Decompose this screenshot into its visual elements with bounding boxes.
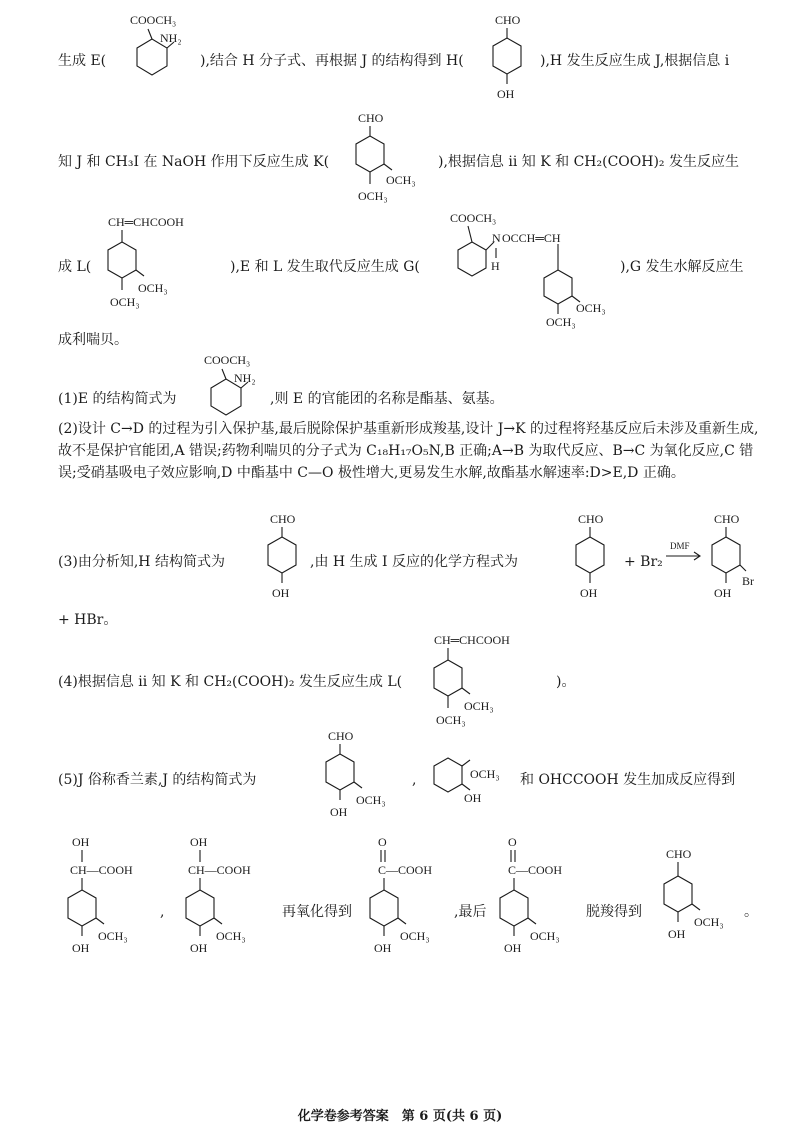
structure-keto-2 (492, 836, 602, 961)
text-q2: (2)设计 C→D 的过程为引入保护基,最后脱除保护基重新形成羧基,设计 J→K 的过程将羟基反应后未涉及重新生成,故不是保护官能团,A 错误;药物利喘贝的分子式为 C₁₈H₁₇O₅N,B 正确;A→B 为取代反应、B→C 为氧化反应,C 错误;受硝基吸电子效应影响,D 中酯基中 C—O 极性增大,更易发生水解,故酯基水解速率:D>E,D 正确。 (58, 421, 759, 481)
svg-text:OCH₃: OCH₃ (576, 301, 606, 315)
svg-text:OH: OH (580, 586, 598, 600)
svg-text:C—COOH: C—COOH (508, 863, 563, 877)
svg-text:CHO: CHO (358, 111, 384, 125)
svg-text:NH₂: NH₂ (234, 371, 256, 385)
structure-L-1 (100, 214, 230, 314)
text-q1-b: ,则 E 的官能团的名称是酯基、氨基。 (270, 391, 504, 407)
svg-text:OH: OH (330, 805, 348, 819)
svg-text:OCH₃: OCH₃ (98, 929, 128, 943)
text-line4: 成利喘贝。 (58, 332, 128, 348)
svg-text:Br: Br (742, 574, 754, 588)
svg-text:OCH₃: OCH₃ (694, 915, 724, 929)
text-q3-d: + HBr。 (58, 612, 118, 628)
svg-text:H: H (491, 259, 500, 273)
svg-text:OCH₃: OCH₃ (470, 767, 500, 781)
structure-K (348, 112, 438, 207)
text-q4-a: (4)根据信息 ⅱ 知 K 和 CH₂(COOH)₂ 发生反应生成 L( (58, 674, 403, 690)
svg-text:OH: OH (272, 586, 290, 600)
structure-E (112, 14, 202, 84)
svg-text:OH: OH (668, 927, 686, 941)
text-q1-a: (1)E 的结构简式为 (58, 391, 177, 407)
svg-text:OH: OH (714, 586, 732, 600)
svg-text:OH: OH (464, 791, 482, 805)
text-line3-a: 成 L( (58, 259, 92, 275)
text-line3-b: ),E 和 L 发生取代反应生成 G( (230, 259, 420, 275)
svg-text:DMF: DMF (670, 541, 690, 551)
svg-text:C—COOH: C—COOH (378, 863, 433, 877)
text-q5-a: (5)J 俗称香兰素,J 的结构简式为 (58, 772, 257, 788)
text-line1-a: 生成 E( (58, 53, 107, 69)
svg-text:CHO: CHO (578, 512, 604, 526)
text-q5-d: , (160, 904, 165, 920)
structure-adduct-1 (60, 836, 170, 961)
svg-text:OCH₃: OCH₃ (436, 713, 466, 727)
svg-text:CH—COOH: CH—COOH (188, 863, 251, 877)
structure-I (706, 513, 766, 608)
structure-H-1 (487, 14, 537, 109)
svg-text:OH: OH (72, 835, 90, 849)
svg-text:O: O (378, 835, 387, 849)
text-q5-c: 和 OHCCOOH 发生加成反应得到 (520, 772, 736, 788)
svg-text:CHO: CHO (328, 729, 354, 743)
text-q5-f: ,最后 (454, 904, 487, 920)
svg-text:COOCH₃: COOCH₃ (204, 353, 251, 367)
svg-text:N: N (492, 231, 501, 245)
svg-text:OH: OH (374, 941, 392, 955)
svg-text:COOCH₃: COOCH₃ (450, 211, 497, 225)
structure-E-q1 (186, 354, 276, 424)
structure-H-q3 (262, 513, 312, 608)
svg-text:CH═CHCOOH: CH═CHCOOH (108, 215, 184, 229)
structure-G (436, 210, 616, 328)
structure-vanillin (656, 848, 746, 958)
svg-text:OCH₃: OCH₃ (464, 699, 494, 713)
svg-text:OCH₃: OCH₃ (110, 295, 140, 309)
svg-text:CHO: CHO (270, 512, 296, 526)
svg-text:OCH₃: OCH₃ (356, 793, 386, 807)
structure-keto-1 (362, 836, 472, 961)
text-q5-e: 再氧化得到 (282, 904, 352, 920)
text-q3-a: (3)由分析知,H 结构简式为 (58, 554, 225, 570)
text-line1-c: ),H 发生反应生成 J,根据信息 ⅰ (540, 53, 730, 69)
text-q5-h: 。 (744, 904, 758, 920)
text-line2-a: 知 J 和 CH₃I 在 NaOH 作用下反应生成 K( (58, 154, 330, 170)
svg-text:O: O (508, 835, 517, 849)
svg-text:CHO: CHO (666, 847, 692, 861)
svg-text:OH: OH (190, 941, 208, 955)
svg-text:OCH₃: OCH₃ (138, 281, 168, 295)
structure-H-reactant (570, 513, 620, 608)
svg-text:OCH₃: OCH₃ (386, 173, 416, 187)
svg-text:OH: OH (72, 941, 90, 955)
structure-J (318, 730, 408, 825)
svg-text:OCH₃: OCH₃ (216, 929, 246, 943)
svg-text:OCH₃: OCH₃ (546, 315, 576, 329)
page-footer: 化学卷参考答案 第 6 页(共 6 页) (297, 1109, 503, 1124)
text-line1-b: ),结合 H 分子式、再根据 J 的结构得到 H( (200, 53, 464, 69)
svg-text:NH₂: NH₂ (160, 31, 182, 45)
svg-text:OCCH═CH: OCCH═CH (502, 231, 561, 245)
svg-text:OH: OH (504, 941, 522, 955)
text-q3-b: ,由 H 生成 I 反应的化学方程式为 (310, 554, 518, 570)
svg-text:OCH₃: OCH₃ (530, 929, 560, 943)
text-q5-b: , (412, 772, 417, 788)
svg-text:COOCH₃: COOCH₃ (130, 13, 177, 27)
text-q3-c: + Br₂ (624, 554, 663, 570)
structure-adduct-2 (178, 836, 288, 961)
text-line3-c: ),G 发生水解反应生 (620, 259, 744, 275)
svg-text:OH: OH (497, 87, 515, 101)
svg-text:OH: OH (190, 835, 208, 849)
svg-text:OCH₃: OCH₃ (400, 929, 430, 943)
svg-text:CHO: CHO (714, 512, 740, 526)
text-q4-b: )。 (556, 674, 576, 690)
text-line2-b: ),根据信息 ⅱ 知 K 和 CH₂(COOH)₂ 发生反应生 (438, 154, 739, 170)
svg-text:CH═CHCOOH: CH═CHCOOH (434, 633, 510, 647)
structure-guaiacol (426, 752, 516, 812)
svg-text:OCH₃: OCH₃ (358, 189, 388, 203)
structure-L-q4 (426, 630, 556, 730)
reaction-arrow (664, 540, 704, 564)
text-q5-g: 脱羧得到 (586, 904, 642, 920)
svg-text:CH—COOH: CH—COOH (70, 863, 133, 877)
svg-text:CHO: CHO (495, 13, 521, 27)
